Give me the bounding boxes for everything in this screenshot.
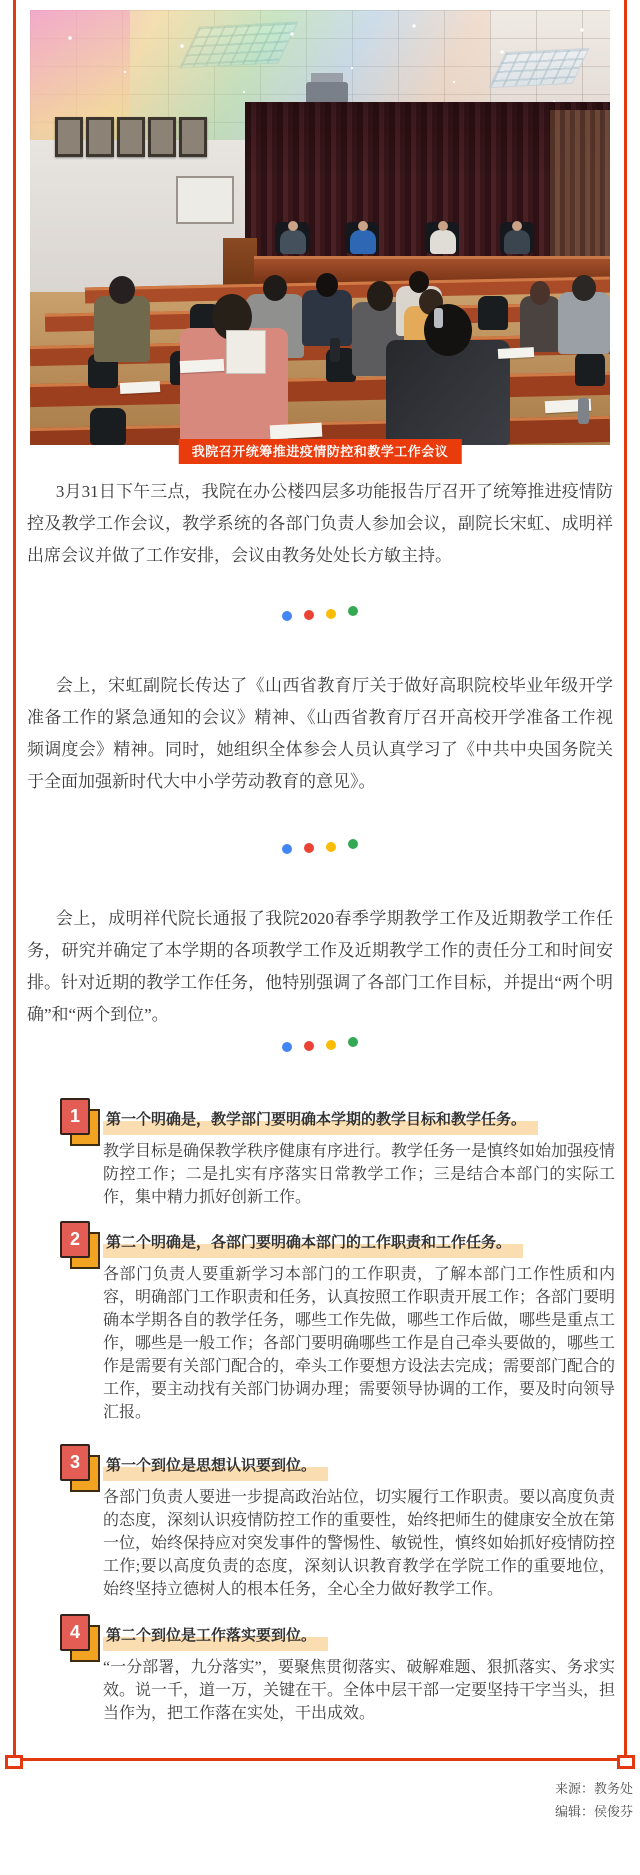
section-number-badge: 3 — [60, 1444, 90, 1481]
person — [94, 296, 150, 362]
paragraph-3: 会上，成明祥代院长通报了我院2020春季学期教学工作及近期教学工作任务，研究并确定了本学期的各项教学工作及近期教学工作的责任分工和时间安排。针对近期的教学工作任务，他特别强调了各部门工作目标，并提出“两个明确”和“两个到位”。 — [27, 909, 613, 1024]
section-heading-text: 第一个到位是思想认识要到位。 — [103, 1457, 328, 1481]
dot-green — [348, 1037, 358, 1047]
person — [504, 230, 530, 254]
paper-sheet — [120, 381, 161, 394]
section-body: 各部门负责人要重新学习本部门的工作职责，了解本部门工作性质和内容，明确部门工作职责和任务，认真按照工作职责开展工作；各部门要明确本学期各自的教学任务，哪些工作先做，哪些工作后做，哪些是重点工作，哪些是一般工作；各部门要明确哪些工作是自己牵头要做的，哪些工作是需要有关部门配合的，牵头工作要想方设法去完成；需要部门配合的工作，要主动找有关部门协调办理；需要领导协调的工作，要及时向领导汇报。 — [103, 1266, 616, 1421]
dot-green — [348, 606, 358, 616]
section-body: 教学目标是确保教学秩序健康有序进行。教学任务一是慎终如始加强疫情防控工作；二是扎实有序落实日常教学工作；三是结合本部门的实际工作，集中精力抓好创新工作。 — [103, 1143, 616, 1206]
paper-sheet — [498, 347, 534, 359]
section-number-badge: 1 — [60, 1098, 90, 1135]
person — [520, 296, 560, 352]
thermos — [578, 398, 589, 424]
frame-corner-bottom-left — [5, 1755, 23, 1769]
footer-source: 来源：教务处 — [554, 1781, 633, 1796]
section-heading-text: 第一个明确是，教学部门要明确本学期的教学目标和教学任务。 — [103, 1111, 538, 1135]
section-heading — [103, 1110, 538, 1130]
portrait-frame — [55, 117, 83, 157]
section-body: 各部门负责人要进一步提高政治站位，切实履行工作职责。要以高度负责的态度，深刻认识疫情防控工作的重要性，始终把师生的健康安全放在第一位，始终保持应对突发事件的警惕性、敏锐性，慎终如始抓好疫情防控工作;要以高度负责的态度，深刻认识教育教学在学院工作的重要地位，始终坚持立德树人的根本任务，全心全力做好教学工作。 — [103, 1489, 616, 1598]
paper-sheet — [180, 359, 225, 373]
meeting-photo[interactable] — [30, 10, 610, 445]
dot-red — [304, 1041, 314, 1051]
portrait-frame — [117, 117, 145, 157]
projector — [306, 82, 348, 104]
dot-blue — [282, 844, 292, 854]
thermos — [434, 308, 443, 328]
paper-bag — [226, 330, 266, 374]
dot-green — [348, 839, 358, 849]
section-heading-text: 第二个明确是，各部门要明确本部门的工作职责和工作任务。 — [103, 1234, 523, 1258]
footer-editor: 编辑：侯俊芬 — [554, 1804, 633, 1819]
chair — [478, 296, 508, 330]
dot-separator — [0, 841, 640, 851]
person — [350, 230, 376, 254]
chair — [575, 352, 605, 386]
paragraph-1: 3月31日下午三点，我院在办公楼四层多功能报告厅召开了统筹推进疫情防控及教学工作会议，教学系统的各部门负责人参加会议，副院长宋虹、成明祥出席会议并做了工作安排，会议由教务处处长方敏主持。 — [27, 482, 613, 565]
frame-left-border — [13, 0, 16, 1757]
dot-blue — [282, 611, 292, 621]
dot-yellow — [326, 609, 336, 619]
section-number-badge: 2 — [60, 1221, 90, 1258]
dot-red — [304, 843, 314, 853]
portrait-frame — [148, 117, 176, 157]
chair — [90, 408, 126, 445]
portrait-frame — [179, 117, 207, 157]
dot-separator — [0, 1039, 640, 1049]
section-heading — [103, 1233, 523, 1253]
photo-caption: 我院召开统筹推进疫情防控和教学工作会议 — [179, 439, 462, 464]
thermos — [330, 338, 340, 362]
section-heading-text: 第二个到位是工作落实要到位。 — [103, 1627, 328, 1651]
frame-right-border — [624, 0, 627, 1757]
portrait-frame — [86, 117, 114, 157]
whiteboard — [176, 176, 234, 224]
paper-sheet — [270, 423, 323, 440]
section-heading — [103, 1626, 328, 1646]
dot-blue — [282, 1042, 292, 1052]
section-body: “一分部署，九分落实”，要聚焦贯彻落实、破解难题、狠抓落实、务求实效。说一千，道一万，关键在干。全体中层干部一定要坚持干字当头，担当作为，把工作落在实处，干出成效。 — [103, 1659, 616, 1722]
frame-bottom-border — [20, 1758, 620, 1761]
dot-yellow — [326, 842, 336, 852]
dot-yellow — [326, 1040, 336, 1050]
person — [280, 230, 306, 254]
dot-red — [304, 610, 314, 620]
dot-separator — [0, 608, 640, 618]
section-heading — [103, 1456, 328, 1476]
person — [302, 290, 352, 346]
person-leather-jacket — [386, 340, 510, 445]
person — [558, 292, 610, 354]
person — [430, 230, 456, 254]
section-number-badge: 4 — [60, 1614, 90, 1651]
paragraph-2: 会上，宋虹副院长传达了《山西省教育厅关于做好高职院校毕业年级开学准备工作的紧急通知的会议》精神、《山西省教育厅召开高校开学准备工作视频调度会》精神。同时，她组织全体参会人员认真学习了《中共中央国务院关于全面加强新时代大中小学劳动教育的意见》。 — [27, 676, 613, 791]
frame-corner-bottom-right — [617, 1755, 635, 1769]
